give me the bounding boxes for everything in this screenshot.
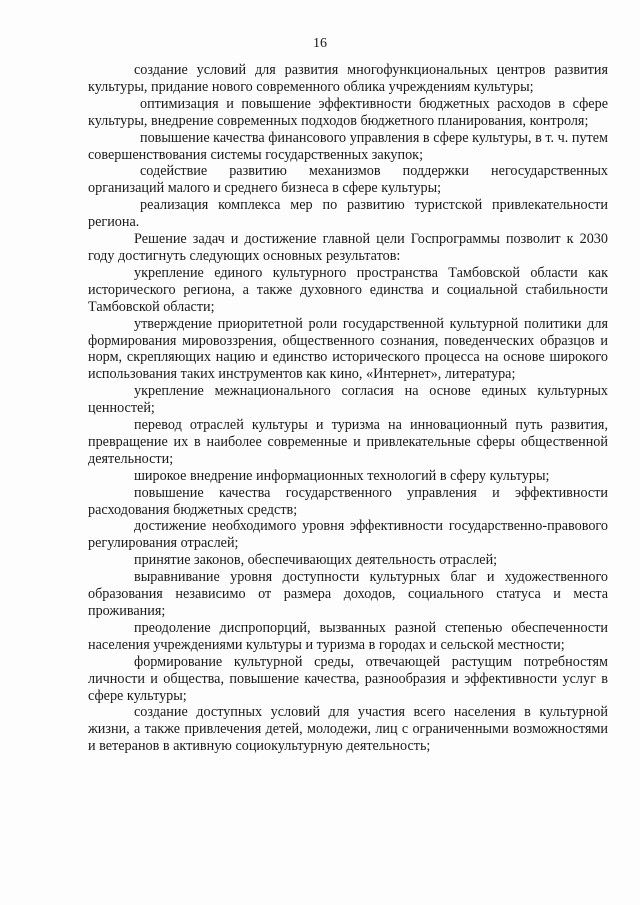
paragraph-13: достижение необходимого уровня эффективности государственно-правового регулирования отраслей; <box>88 518 608 552</box>
paragraph-10: перевод отраслей культуры и туризма на инновационный путь развития, превращение их в наиболее современные и привлекательные сферы общественной деятельности; <box>88 417 608 467</box>
paragraph-11: широкое внедрение информационных технологий в сферу культуры; <box>134 467 550 484</box>
paragraph-5: реализация комплекса мер по развитию туристской привлекательности региона. <box>88 197 608 231</box>
paragraph-16: преодоление диспропорций, вызванных разной степенью обеспеченности населения учреждениями культуры и туризма в городах и сельской местности; <box>88 619 608 653</box>
page-number: 16 <box>313 36 327 51</box>
paragraph-8: утверждение приоритетной роли государственной культурной политики для формирования мировоззрения, общественного сознания, поведенческих образцов и норм, скрепляющих нацию и единство исторического процесса на основе широкого использования таких инструментов как кино, «Интернет», литература; <box>88 315 608 383</box>
paragraph-7: укрепление единого культурного пространства Тамбовской области как исторического региона, а также духовного единства и социальной стабильности Тамбовской области; <box>88 264 608 315</box>
paragraph-1: создание условий для развития многофункциональных центров развития культуры, придание нового современного облика учреждениям культуры; <box>88 62 608 95</box>
paragraph-2: оптимизация и повышение эффективности бюджетных расходов в сфере культуры, внедрение современных подходов бюджетного планирования, контроля; <box>88 95 608 129</box>
paragraph-14: принятие законов, обеспечивающих деятельность отраслей; <box>134 552 498 569</box>
paragraph-15: выравнивание уровня доступности культурных благ и художественного образования независимо от размера доходов, социального статуса и места проживания; <box>88 569 608 619</box>
paragraph-18: создание доступных условий для участия всего населения в культурной жизни, а также привлечения детей, молодежи, лиц с ограниченными возможностями и ветеранов в активную социокультурную деятельность; <box>88 704 608 755</box>
paragraph-6: Решение задач и достижение главной цели Госпрограммы позволит к 2030 году достигнуть следующих основных результатов: <box>88 231 608 264</box>
paragraph-12: повышение качества государственного управления и эффективности расходования бюджетных средств; <box>88 484 608 518</box>
paragraph-17: формирование культурной среды, отвечающей растущим потребностям личности и общества, повышение качества, разнообразия и эффективности услуг в сфере культуры; <box>88 653 608 704</box>
paragraph-9: укрепление межнационального согласия на основе единых культурных ценностей; <box>88 383 608 417</box>
body-text <box>88 62 608 755</box>
paragraph-4: содействие развитию механизмов поддержки негосударственных организаций малого и среднего бизнеса в сфере культуры; <box>88 163 608 197</box>
paragraph-3: повышение качества финансового управления в сфере культуры, в т. ч. путем совершенствования системы государственных закупок; <box>88 129 608 163</box>
